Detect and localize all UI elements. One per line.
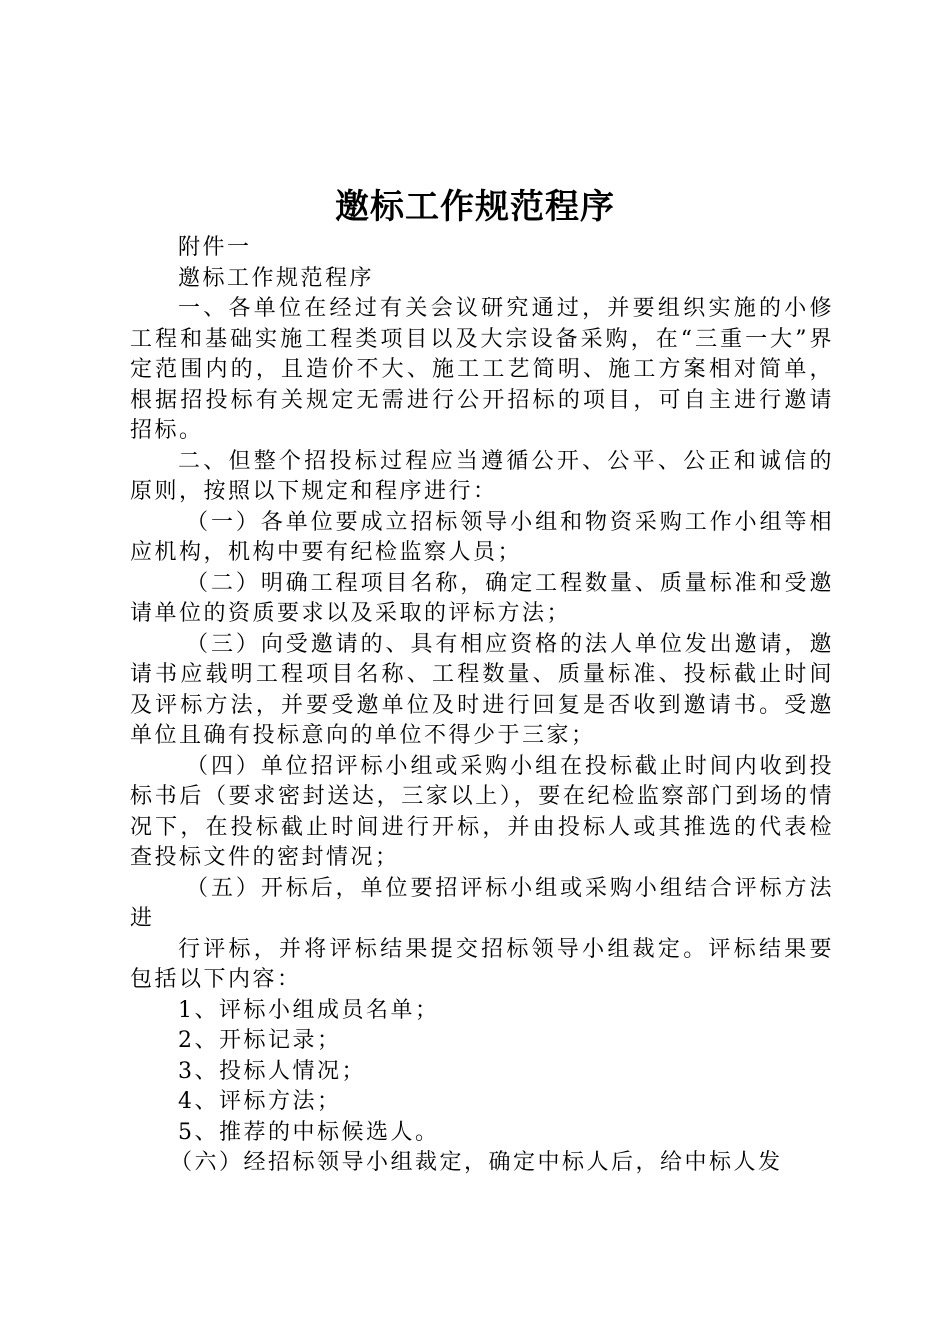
list-item: 4、评标方法； xyxy=(178,1089,342,1114)
paragraph-item-5-continued: 行评标，并将评标结果提交招标领导小组裁定。评标结果要包括以下内容： xyxy=(130,936,834,992)
paragraph-item-2: （二）明确工程项目名称，确定工程数量、质量标准和受邀请单位的资质要求以及采取的评标方法； xyxy=(130,570,834,626)
paragraph-subtitle: 邀标工作规范程序 xyxy=(178,265,375,291)
paragraph-item-4: （四）单位招评标小组或采购小组在投标截止时间内收到投标书后（要求密封送达，三家以上），要在纪检监察部门到场的情况下，在投标截止时间进行开标，并由投标人或其推选的代表检查投标文件的密封情况； xyxy=(130,753,834,870)
paragraph-section-2: 二、但整个招投标过程应当遵循公开、公平、公正和诚信的原则，按照以下规定和程序进行： xyxy=(130,448,834,504)
paragraph-item-3: （三）向受邀请的、具有相应资格的法人单位发出邀请，邀请书应载明工程项目名称、工程数量、质量标准、投标截止时间及评标方法，并要受邀单位及时进行回复是否收到邀请书。受邀单位且确有投标意向的单位不得少于三家； xyxy=(130,631,834,748)
list-item: 5、推荐的中标候选人。 xyxy=(178,1119,440,1145)
document-body xyxy=(130,233,834,1179)
paragraph-attachment-label: 附件一 xyxy=(178,235,252,260)
paragraph-item-6: （六）经招标领导小组裁定，确定中标人后，给中标人发 xyxy=(170,1150,783,1175)
list-item: 2、开标记录； xyxy=(178,1028,342,1053)
paragraph-item-5: （五）开标后，单位要招评标小组或采购小组结合评标方法进 xyxy=(130,875,834,931)
list-item: 3、投标人情况； xyxy=(178,1058,366,1084)
paragraph-section-1: 一、各单位在经过有关会议研究通过，并要组织实施的小修工程和基础实施工程类项目以及大宗设备采购，在“三重一大”界定范围内的，且造价不大、施工工艺简明、施工方案相对简单，根据招投标有关规定无需进行公开招标的项目，可自主进行邀请招标。 xyxy=(130,296,834,443)
paragraph-item-1: （一）各单位要成立招标领导小组和物资采购工作小组等相应机构，机构中要有纪检监察人员； xyxy=(130,509,834,565)
document-title: 邀标工作规范程序 xyxy=(335,187,615,227)
list-item: 1、评标小组成员名单； xyxy=(178,997,440,1023)
